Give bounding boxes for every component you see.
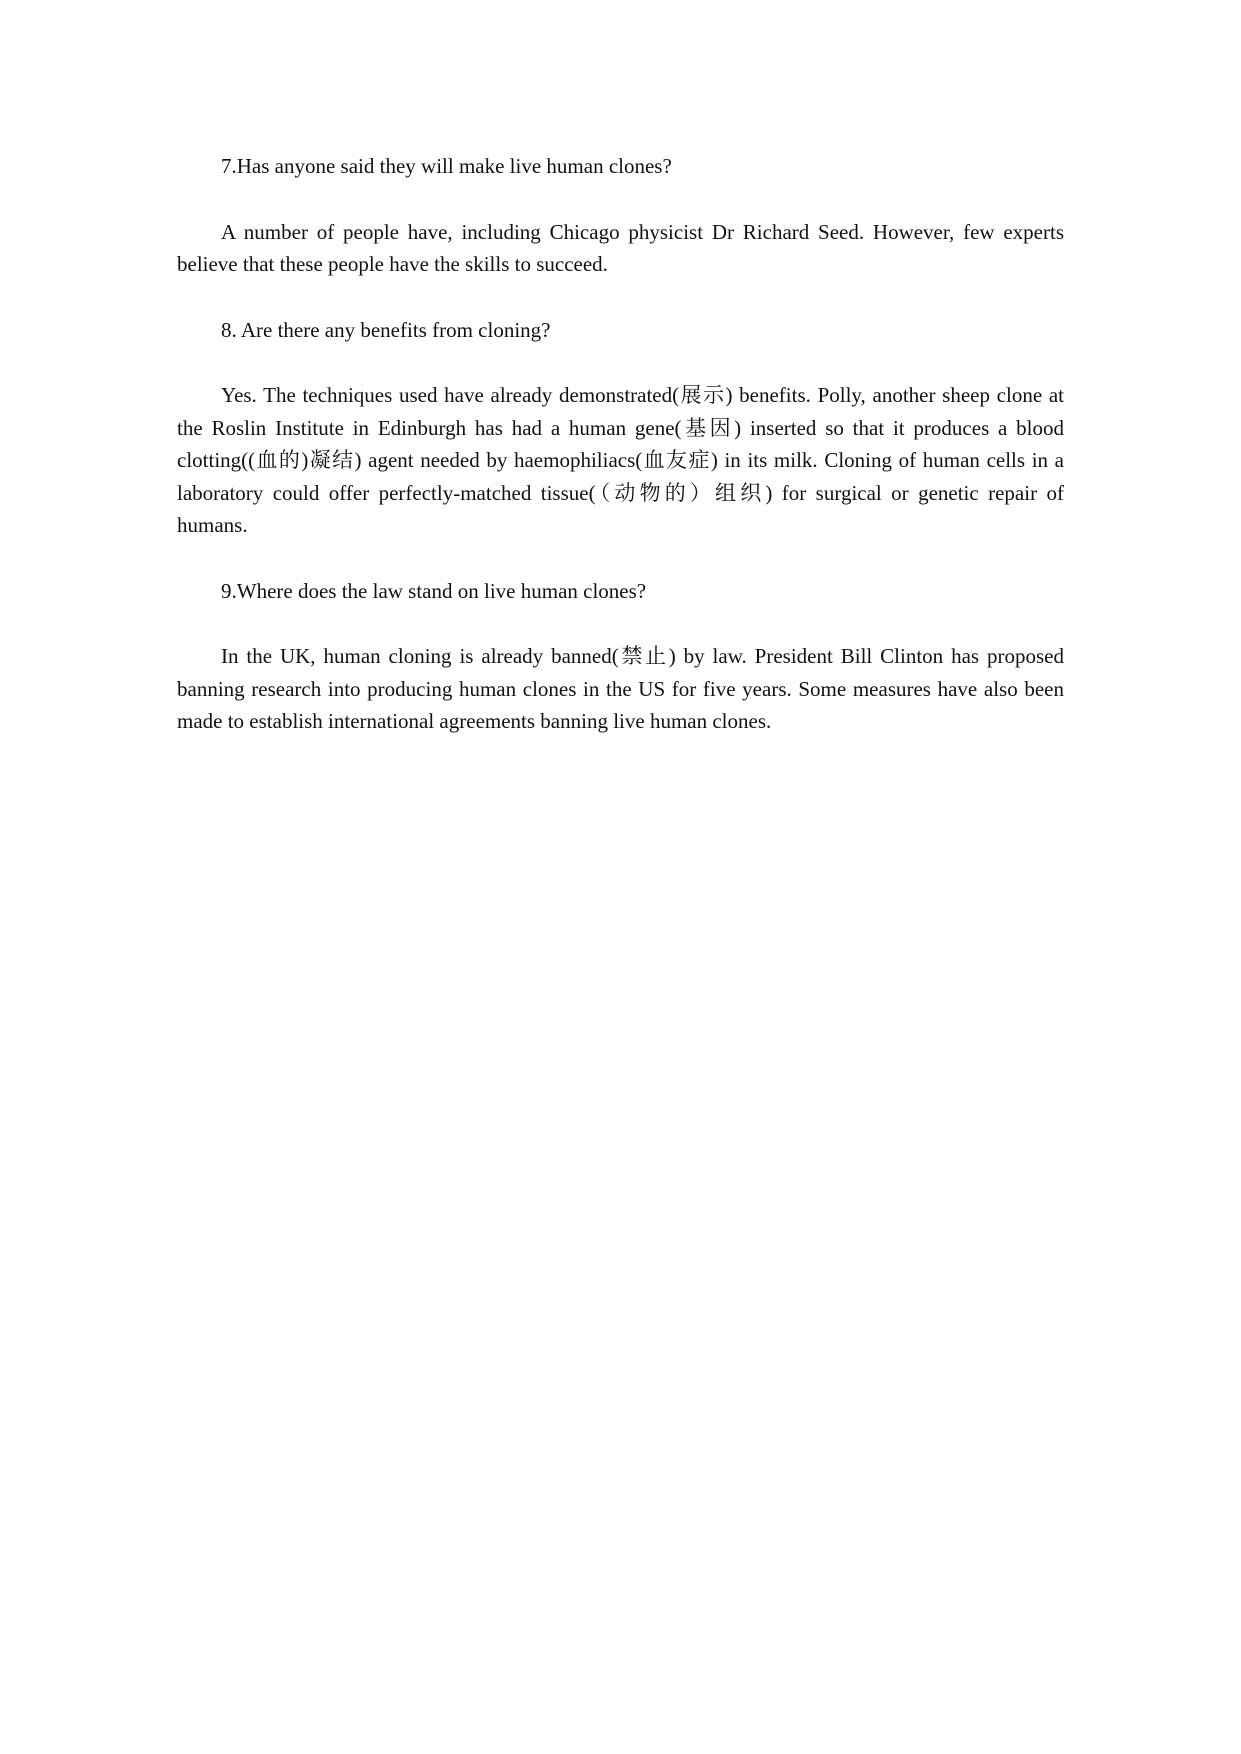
qa-section-9: [177, 575, 1064, 738]
answer-8: Yes. The techniques used have already demonstrated(展示) benefits. Polly, another sheep clone at the Roslin Institute in Edinburgh has had a human gene(基因) inserted so that it produces a blood clotting((血的)凝结) agent needed by haemophiliacs(血友症) in its milk. Cloning of human cells in a laboratory could offer perfectly-matched tissue(（动物的）组织) for surgical or genetic repair of humans.: [177, 383, 1064, 537]
answer-9: In the UK, human cloning is already banned(禁止) by law. President Bill Clinton has proposed banning research into producing human clones in the US for five years. Some measures have also been made to establish international agreements banning live human clones.: [177, 644, 1064, 733]
question-9: 9.Where does the law stand on live human clones?: [221, 578, 647, 603]
answer-7: A number of people have, including Chicago physicist Dr Richard Seed. However, few experts believe that these people have the skills to succeed.: [177, 219, 1064, 276]
question-7: 7.Has anyone said they will make live human clones?: [221, 154, 672, 178]
document-body: [177, 150, 1064, 771]
qa-section-7: [177, 150, 1064, 281]
question-8: 8. Are there any benefits from cloning?: [221, 317, 551, 342]
qa-section-8: [177, 314, 1064, 542]
